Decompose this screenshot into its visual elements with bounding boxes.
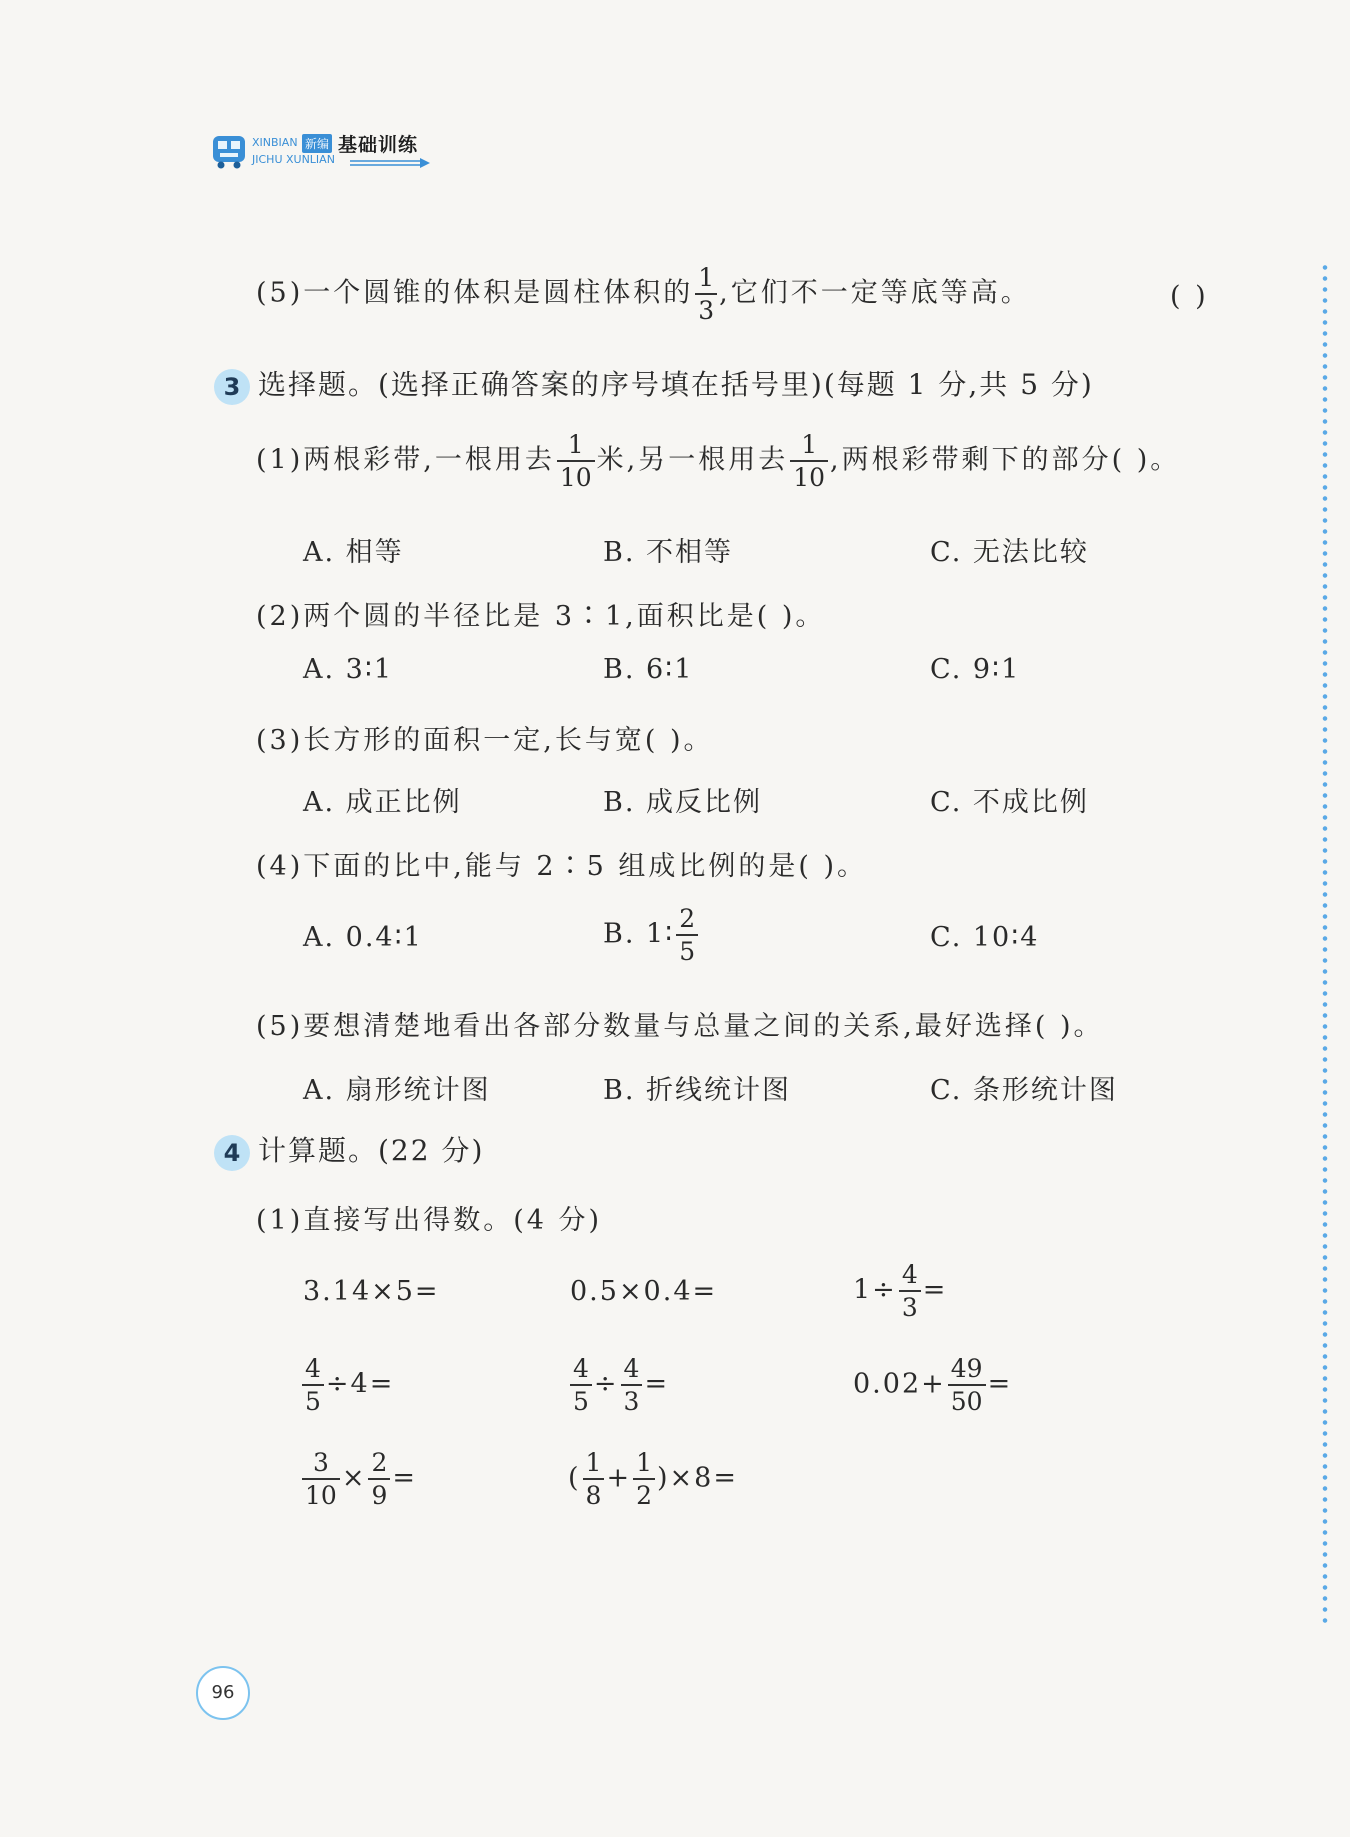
choice-question-4: (4)下面的比中,能与 2∶5 组成比例的是( )。	[256, 851, 867, 882]
open-paren: (	[568, 1462, 581, 1494]
fraction: $\frac{3}{10}$	[302, 1450, 340, 1508]
q4-option-b-prefix: B. 1∶	[603, 918, 675, 950]
fraction: $\frac{1}{10}$	[790, 432, 828, 490]
q3-option-a: A. 成正比例	[303, 787, 462, 818]
expr-2: 0.5×0.4=	[570, 1276, 718, 1307]
sub-question-1: (1)直接写出得数。(4 分)	[256, 1205, 603, 1236]
operator: ÷	[593, 1368, 619, 1400]
expr-4-suffix: ÷4=	[325, 1368, 395, 1400]
choice-question-3: (3)长方形的面积一定,长与宽( )。	[256, 725, 714, 756]
q5-option-b: B. 折线统计图	[603, 1075, 792, 1106]
judge5-prefix: (5)一个圆锥的体积是圆柱体积的	[256, 277, 694, 309]
q1-option-b: B. 不相等	[603, 537, 734, 568]
q2-option-c: C. 9∶1	[930, 654, 1021, 685]
judge5-suffix: ,它们不一定等底等高。	[719, 277, 1031, 309]
q3-option-c: C. 不成比例	[930, 787, 1089, 818]
q5-option-a: A. 扇形统计图	[303, 1075, 491, 1106]
expr-7	[300, 1450, 417, 1508]
choice-question-2: (2)两个圆的半径比是 3∶1,面积比是( )。	[256, 601, 826, 632]
fraction: $\frac{1}{10}$	[557, 432, 595, 490]
equals-sign: =	[922, 1274, 948, 1306]
operator: +	[606, 1462, 632, 1494]
q2-option-b: B. 6∶1	[603, 654, 694, 685]
expr-3-prefix: 1÷	[853, 1274, 897, 1306]
fraction: $\frac{4}{3}$	[621, 1356, 643, 1414]
q4-option-c: C. 10∶4	[930, 922, 1040, 953]
expr-5	[568, 1356, 669, 1414]
fraction: $\frac{2}{9}$	[368, 1450, 390, 1508]
header-logo	[210, 128, 440, 178]
q4-option-b	[603, 906, 700, 964]
expr-6	[853, 1356, 1012, 1414]
section-number-badge: 3	[214, 369, 250, 405]
q1-text-part1: (1)两根彩带,一根用去	[256, 444, 555, 476]
expr-3	[853, 1262, 947, 1320]
expr-8-suffix: )×8=	[656, 1462, 738, 1494]
choice-question-1	[256, 432, 1180, 490]
judge-question-5	[256, 265, 1031, 323]
logo-tag: 新编	[302, 134, 332, 153]
logo-pinyin-bottom: JICHU XUNLIAN	[252, 153, 335, 166]
equals-sign: =	[392, 1462, 417, 1494]
q1-option-c: C. 无法比较	[930, 537, 1089, 568]
logo-title: 基础训练	[338, 134, 419, 156]
fraction: $\frac{4}{5}$	[570, 1356, 592, 1414]
expr-4	[300, 1356, 394, 1414]
fraction: $\frac{4}{3}$	[899, 1262, 921, 1320]
section-4-title: 计算题。(22 分)	[258, 1134, 485, 1167]
bus-icon	[210, 132, 250, 172]
fraction: $\frac{49}{50}$	[948, 1356, 986, 1414]
section-number-badge: 4	[214, 1135, 250, 1171]
dotted-rail	[1322, 262, 1328, 1624]
expr-8	[568, 1450, 738, 1508]
expr-6-prefix: 0.02+	[853, 1368, 946, 1400]
answer-bracket[interactable]: ( )	[1170, 281, 1209, 312]
expr-1: 3.14×5=	[303, 1276, 440, 1307]
section-4-header	[214, 1129, 484, 1171]
q5-option-c: C. 条形统计图	[930, 1075, 1118, 1106]
equals-sign: =	[987, 1368, 1013, 1400]
choice-question-5: (5)要想清楚地看出各部分数量与总量之间的关系,最好选择( )。	[256, 1011, 1104, 1042]
q3-option-b: B. 成反比例	[603, 787, 763, 818]
fraction: $\frac{1}{8}$	[583, 1450, 605, 1508]
equals-sign: =	[644, 1368, 670, 1400]
section-3-title: 选择题。(选择正确答案的序号填在括号里)(每题 1 分,共 5 分)	[258, 368, 1094, 401]
section-3-header	[214, 363, 1094, 405]
logo-pinyin-top: XINBIAN	[252, 136, 298, 149]
fraction: $\frac{1}{3}$	[695, 265, 717, 323]
q2-option-a: A. 3∶1	[303, 654, 394, 685]
fraction: $\frac{1}{2}$	[633, 1450, 655, 1508]
page-number: 96	[196, 1666, 250, 1720]
q1-text-part2: 米,另一根用去	[596, 444, 789, 476]
operator: ×	[341, 1462, 367, 1494]
fraction: $\frac{4}{5}$	[302, 1356, 324, 1414]
fraction: $\frac{2}{5}$	[676, 906, 698, 964]
q1-text-part3: ,两根彩带剩下的部分( )。	[830, 444, 1181, 476]
arrow-icon	[350, 158, 430, 168]
q4-option-a: A. 0.4∶1	[303, 922, 423, 953]
q1-option-a: A. 相等	[303, 537, 404, 568]
